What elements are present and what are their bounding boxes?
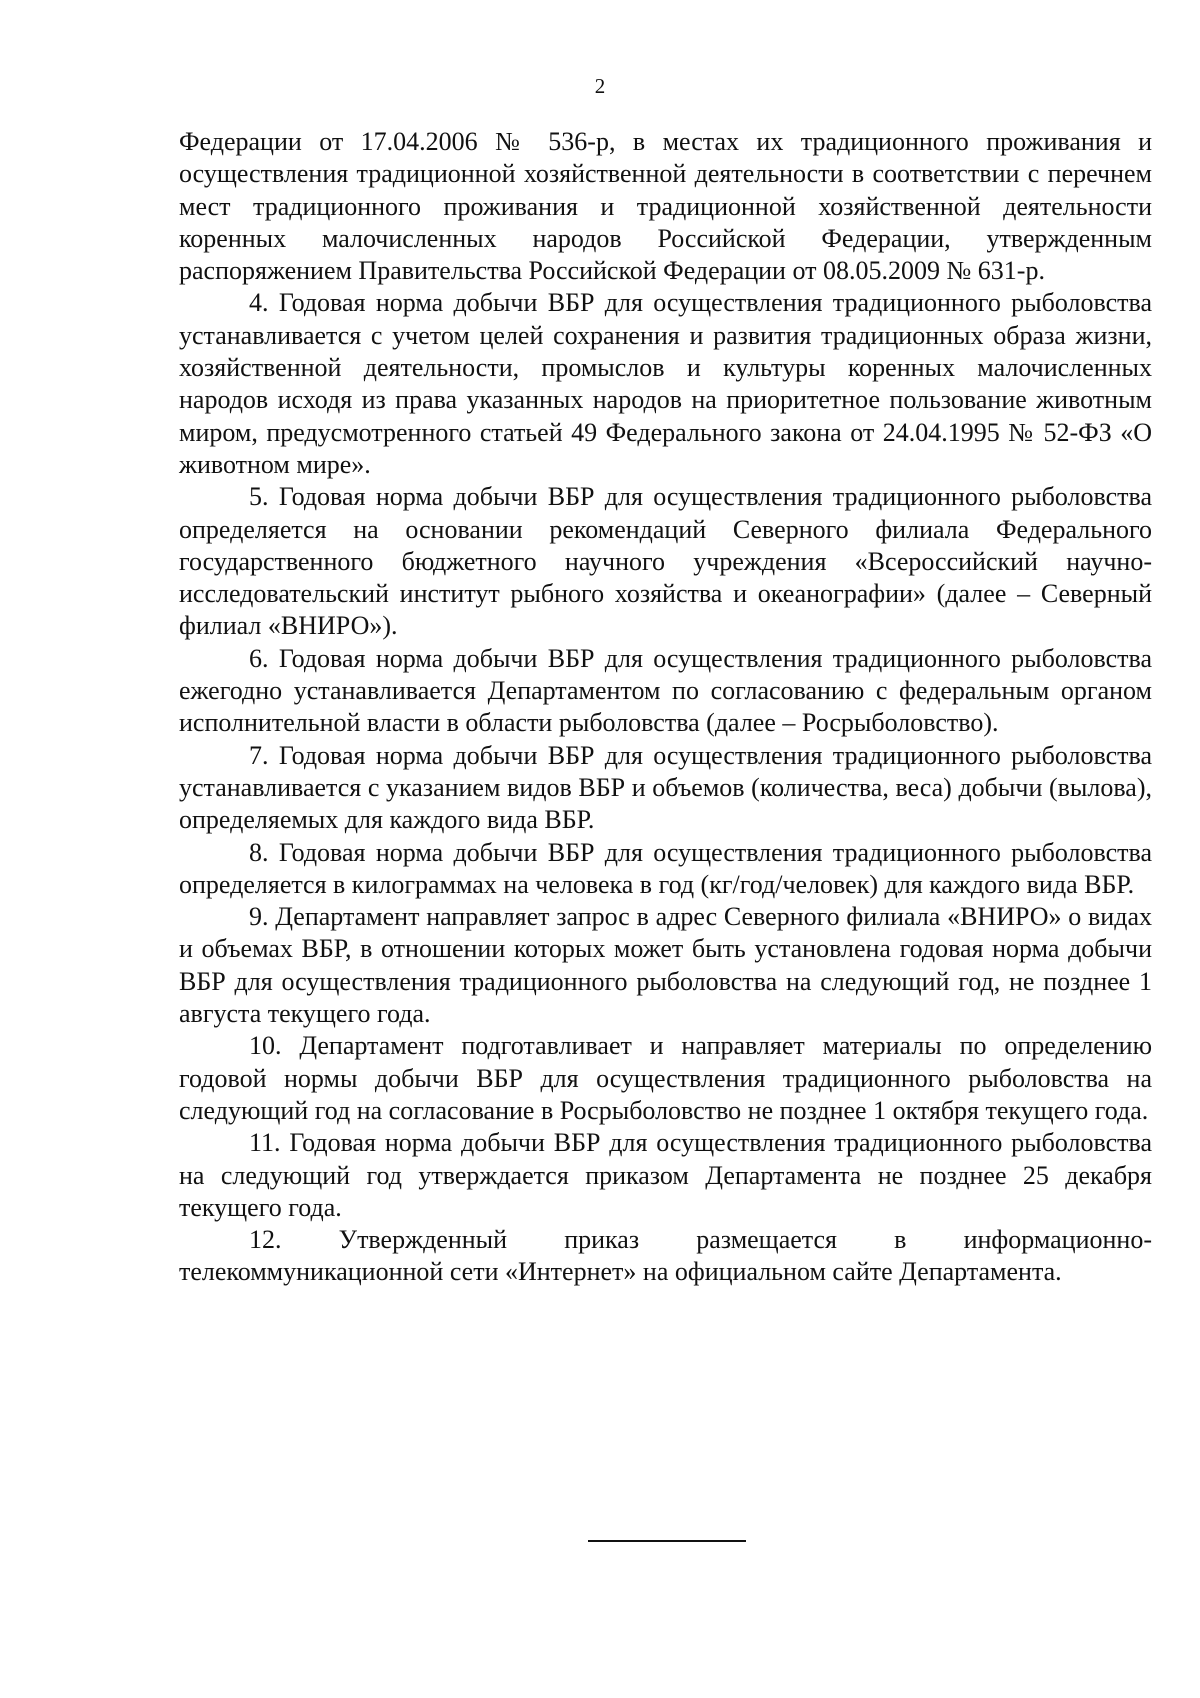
paragraph-6: 6. Годовая норма добычи ВБР для осуществления традиционного рыболовства ежегодно устанавливается Департаментом по согласованию с федеральным органом исполнительной власти в области рыболовства (далее – Росрыболовство). [179, 643, 1152, 738]
paragraph-8: 8. Годовая норма добычи ВБР для осуществления традиционного рыболовства определяется в килограммах на человека в год (кг/год/человек) для каждого вида ВБР. [179, 837, 1152, 899]
paragraph-9: 9. Департамент направляет запрос в адрес Северного филиала «ВНИРО» о видах и объемах ВБР, в отношении которых может быть установлена годовая норма добычи ВБР для осуществления традиционного рыболовства на следующий год, не позднее 1 августа текущего года. [179, 902, 1152, 1029]
paragraph-4: 4. Годовая норма добычи ВБР для осуществления традиционного рыболовства устанавливается с учетом целей сохранения и развития традиционных образа жизни, хозяйственной деятельности, промыслов и культуры коренных малочисленных народов исходя из права указанных народов на приоритетное пользование животным миром, предусмотренного статьей 49 Федерального закона от 24.04.1995 № 52-ФЗ «О животном мире». [179, 288, 1152, 479]
document-body [179, 126, 1152, 1289]
paragraph-continuation: Федерации от 17.04.2006 № 536-р, в местах их традиционного проживания и осуществления традиционной хозяйственной деятельности в соответствии с перечнем мест традиционного проживания и традиционной хозяйственной деятельности коренных малочисленных народов Российской Федерации, утвержденным распоряжением Правительства Российской Федерации от 08.05.2009 № 631-р. [179, 127, 1152, 286]
end-of-document-rule [588, 1540, 746, 1542]
page-number: 2 [594, 74, 606, 98]
paragraph-7: 7. Годовая норма добычи ВБР для осуществления традиционного рыболовства устанавливается с указанием видов ВБР и объемов (количества, веса) добычи (вылова), определяемых для каждого вида ВБР. [179, 740, 1152, 835]
paragraph-11: 11. Годовая норма добычи ВБР для осуществления традиционного рыболовства на следующий год утверждается приказом Департамента не позднее 25 декабря текущего года. [179, 1128, 1152, 1222]
paragraph-5: 5. Годовая норма добычи ВБР для осуществления традиционного рыболовства определяется на основании рекомендаций Северного филиала Федерального государственного бюджетного научного учреждения «Всероссийский научно-исследовательский институт рыбного хозяйства и океанографии» (далее – Северный филиал «ВНИРО»). [179, 482, 1152, 641]
paragraph-10: 10. Департамент подготавливает и направляет материалы по определению годовой нормы добычи ВБР для осуществления традиционного рыболовства на следующий год на согласование в Росрыболовство не позднее 1 октября текущего года. [179, 1031, 1152, 1125]
paragraph-12: 12. Утвержденный приказ размещается в информационно-телекоммуникационной сети «Интернет» на официальном сайте Департамента. [179, 1225, 1152, 1287]
